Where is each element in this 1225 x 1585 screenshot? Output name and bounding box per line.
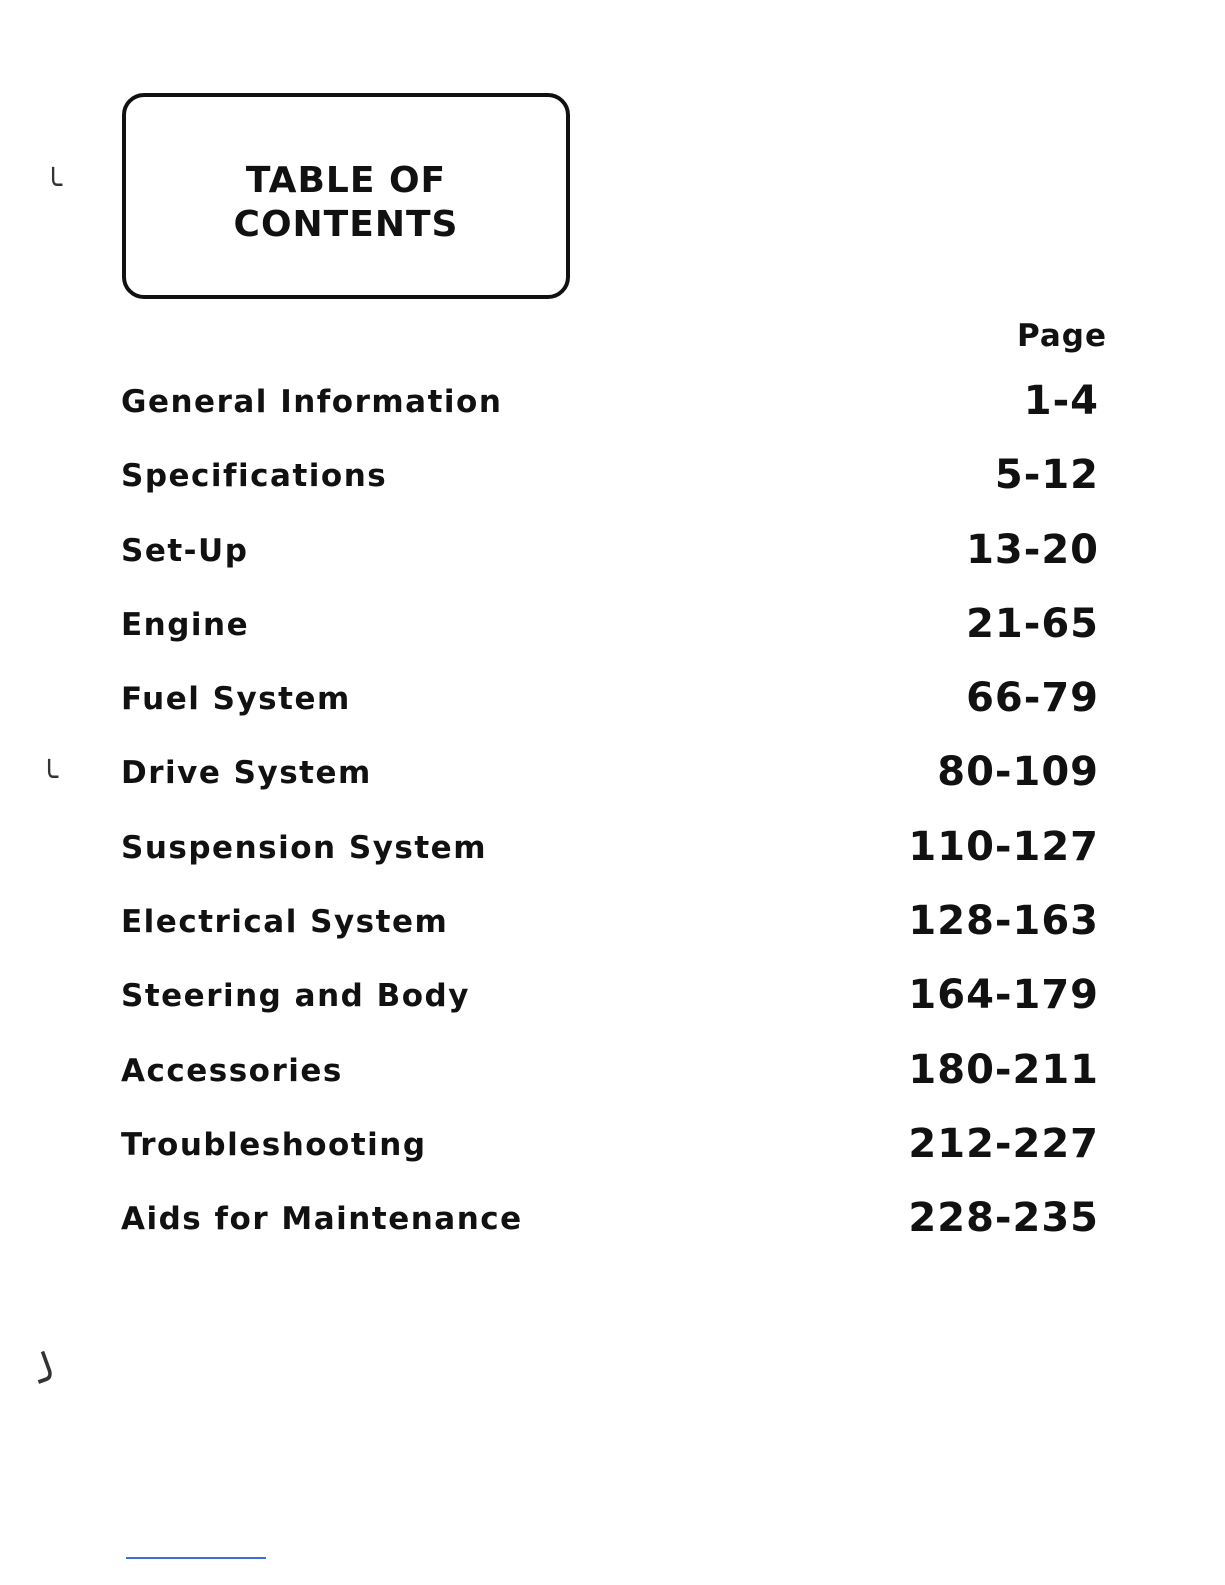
toc-entry-pages: 80-109	[937, 749, 1099, 796]
toc-list	[121, 378, 1099, 1276]
title-line-2: CONTENTS	[233, 204, 459, 245]
toc-row[interactable]	[121, 898, 1099, 978]
toc-row[interactable]	[121, 823, 1099, 904]
toc-row[interactable]	[121, 1195, 1099, 1275]
toc-row[interactable]	[121, 526, 1099, 607]
footer-divider	[126, 1557, 266, 1559]
toc-entry-title: Electrical System	[121, 904, 449, 941]
toc-entry-title: Steering and Body	[121, 978, 470, 1015]
binder-hole-mark-icon: ╰	[44, 168, 63, 203]
toc-entry-pages: 21-65	[966, 600, 1099, 647]
toc-entry-title: Engine	[121, 606, 250, 643]
toc-row[interactable]	[121, 749, 1099, 829]
toc-row[interactable]	[121, 1120, 1099, 1201]
toc-row[interactable]	[121, 600, 1099, 681]
toc-entry-title: General Information	[121, 384, 503, 420]
toc-entry-title: Drive System	[121, 755, 372, 792]
toc-entry-pages: 180-211	[908, 1046, 1099, 1093]
toc-entry-pages: 66-79	[966, 675, 1099, 722]
toc-entry-title: Troubleshooting	[121, 1126, 427, 1163]
binder-hole-mark-icon: ╯	[29, 1346, 75, 1408]
page-title	[126, 159, 566, 247]
page-column-heading: Page	[1016, 318, 1107, 354]
toc-entry-pages: 1-4	[1023, 378, 1099, 424]
toc-row[interactable]	[121, 675, 1099, 755]
toc-entry-pages: 212-227	[908, 1120, 1099, 1167]
toc-row[interactable]	[121, 452, 1099, 532]
toc-row[interactable]	[121, 1046, 1099, 1127]
toc-entry-pages: 164-179	[908, 972, 1099, 1019]
toc-entry-title: Fuel System	[121, 681, 351, 718]
toc-entry-title: Specifications	[121, 458, 388, 495]
toc-entry-pages: 13-20	[966, 526, 1099, 573]
title-line-1: TABLE OF	[245, 160, 447, 201]
toc-entry-title: Aids for Maintenance	[121, 1201, 523, 1238]
toc-entry-pages: 110-127	[908, 823, 1099, 870]
toc-entry-title: Accessories	[121, 1052, 343, 1089]
toc-entry-pages: 5-12	[994, 452, 1099, 499]
toc-entry-pages: 128-163	[908, 898, 1099, 945]
title-box	[122, 93, 570, 299]
toc-entry-title: Set-Up	[121, 532, 249, 569]
toc-row[interactable]	[121, 378, 1099, 458]
toc-row[interactable]	[121, 972, 1099, 1052]
binder-hole-mark-icon: ╰	[40, 760, 59, 795]
toc-entry-pages: 228-235	[908, 1195, 1099, 1242]
toc-entry-title: Suspension System	[121, 829, 488, 866]
